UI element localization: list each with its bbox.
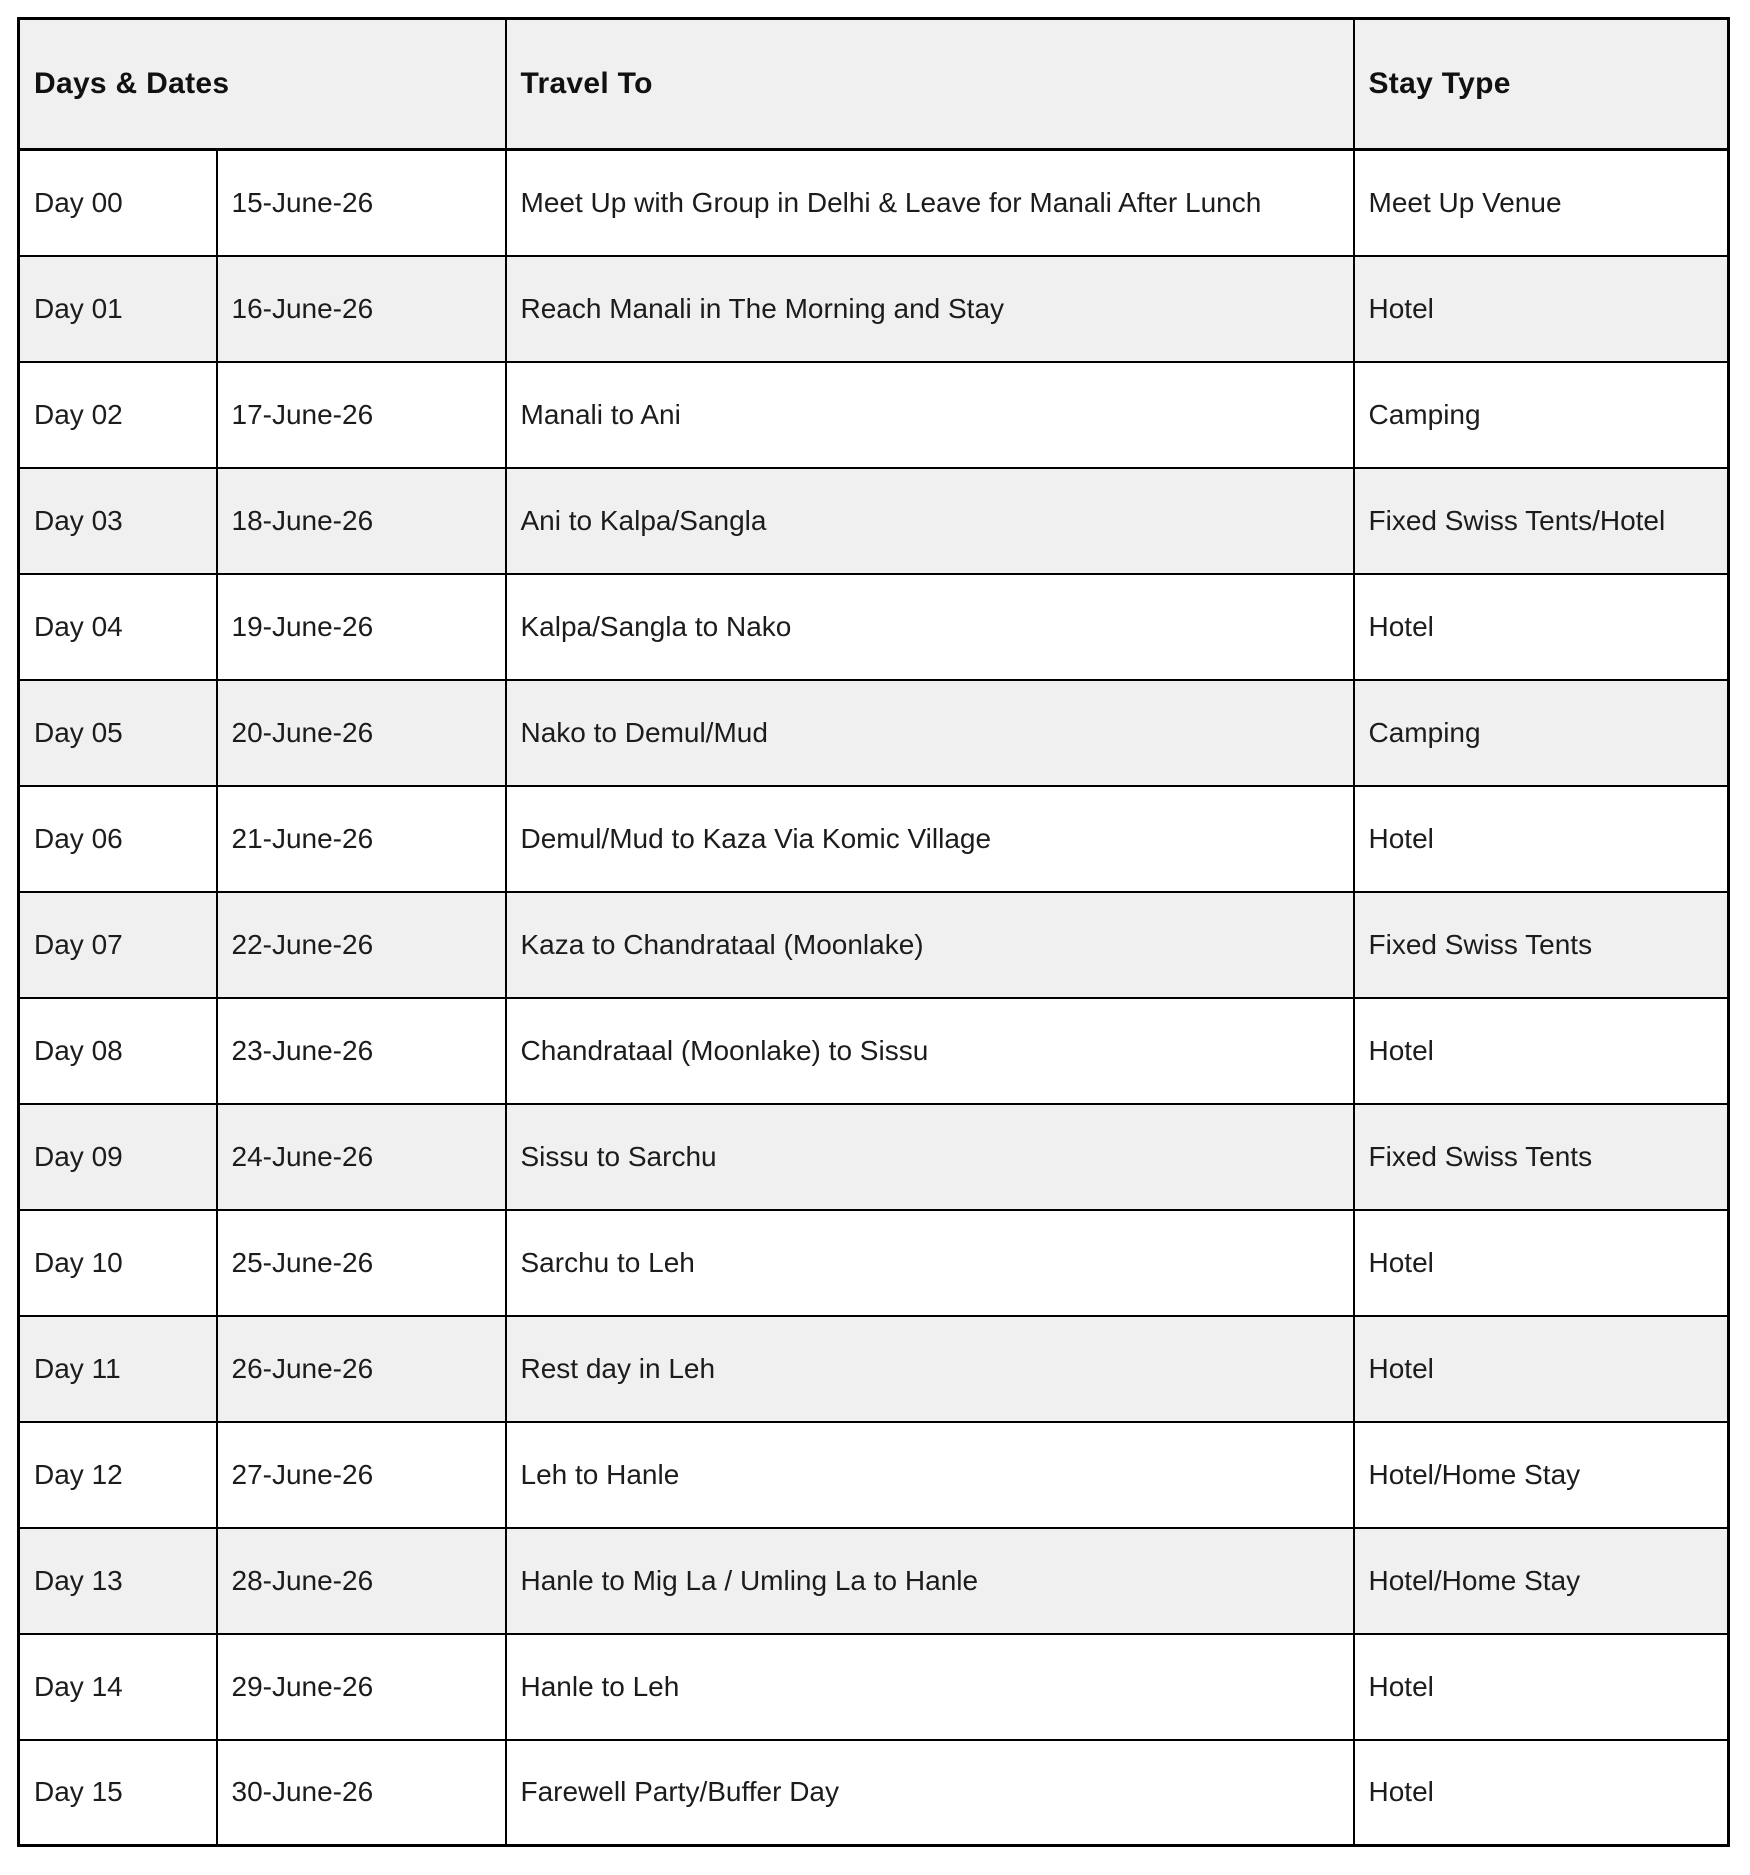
- stay-cell: Fixed Swiss Tents/Hotel: [1354, 468, 1729, 574]
- stay-cell: Hotel: [1354, 1740, 1729, 1846]
- table-row: [19, 680, 1729, 786]
- day-cell: Day 00: [19, 150, 217, 256]
- stay-cell: Hotel/Home Stay: [1354, 1422, 1729, 1528]
- day-cell: Day 12: [19, 1422, 217, 1528]
- table-row: [19, 998, 1729, 1104]
- stay-cell: Fixed Swiss Tents: [1354, 1104, 1729, 1210]
- travel-cell: Farewell Party/Buffer Day: [506, 1740, 1354, 1846]
- travel-cell: Rest day in Leh: [506, 1316, 1354, 1422]
- stay-cell: Camping: [1354, 362, 1729, 468]
- date-cell: 23-June-26: [217, 998, 506, 1104]
- table-row: [19, 786, 1729, 892]
- date-cell: 29-June-26: [217, 1634, 506, 1740]
- travel-cell: Kaza to Chandrataal (Moonlake): [506, 892, 1354, 998]
- table-row: [19, 1740, 1729, 1846]
- stay-cell: Hotel: [1354, 1634, 1729, 1740]
- day-cell: Day 14: [19, 1634, 217, 1740]
- day-cell: Day 03: [19, 468, 217, 574]
- travel-cell: Reach Manali in The Morning and Stay: [506, 256, 1354, 362]
- table-row: [19, 256, 1729, 362]
- travel-cell: Sarchu to Leh: [506, 1210, 1354, 1316]
- date-cell: 22-June-26: [217, 892, 506, 998]
- day-cell: Day 04: [19, 574, 217, 680]
- travel-cell: Manali to Ani: [506, 362, 1354, 468]
- day-cell: Day 09: [19, 1104, 217, 1210]
- travel-cell: Demul/Mud to Kaza Via Komic Village: [506, 786, 1354, 892]
- travel-cell: Nako to Demul/Mud: [506, 680, 1354, 786]
- date-cell: 17-June-26: [217, 362, 506, 468]
- day-cell: Day 08: [19, 998, 217, 1104]
- stay-cell: Hotel: [1354, 1316, 1729, 1422]
- day-cell: Day 15: [19, 1740, 217, 1846]
- table-row: [19, 1634, 1729, 1740]
- travel-cell: Chandrataal (Moonlake) to Sissu: [506, 998, 1354, 1104]
- stay-cell: Hotel: [1354, 1210, 1729, 1316]
- travel-cell: Kalpa/Sangla to Nako: [506, 574, 1354, 680]
- day-cell: Day 10: [19, 1210, 217, 1316]
- date-cell: 21-June-26: [217, 786, 506, 892]
- table-row: [19, 892, 1729, 998]
- table-row: [19, 1528, 1729, 1634]
- date-cell: 18-June-26: [217, 468, 506, 574]
- itinerary-table: [17, 17, 1730, 1847]
- table-row: [19, 468, 1729, 574]
- table-row: [19, 1316, 1729, 1422]
- date-cell: 15-June-26: [217, 150, 506, 256]
- date-cell: 24-June-26: [217, 1104, 506, 1210]
- stay-cell: Hotel: [1354, 786, 1729, 892]
- table-row: [19, 362, 1729, 468]
- stay-cell: Hotel: [1354, 574, 1729, 680]
- day-cell: Day 06: [19, 786, 217, 892]
- date-cell: 20-June-26: [217, 680, 506, 786]
- stay-cell: Meet Up Venue: [1354, 150, 1729, 256]
- header-row: [19, 19, 1729, 150]
- day-cell: Day 07: [19, 892, 217, 998]
- day-cell: Day 11: [19, 1316, 217, 1422]
- date-cell: 28-June-26: [217, 1528, 506, 1634]
- travel-cell: Hanle to Leh: [506, 1634, 1354, 1740]
- table-row: [19, 1104, 1729, 1210]
- stay-cell: Hotel: [1354, 998, 1729, 1104]
- day-cell: Day 02: [19, 362, 217, 468]
- table-header: [19, 19, 1729, 150]
- table-row: [19, 150, 1729, 256]
- date-cell: 30-June-26: [217, 1740, 506, 1846]
- table-row: [19, 574, 1729, 680]
- date-cell: 25-June-26: [217, 1210, 506, 1316]
- day-cell: Day 01: [19, 256, 217, 362]
- stay-cell: Hotel/Home Stay: [1354, 1528, 1729, 1634]
- table-body: [19, 150, 1729, 1846]
- date-cell: 27-June-26: [217, 1422, 506, 1528]
- travel-cell: Meet Up with Group in Delhi & Leave for Manali After Lunch: [506, 150, 1354, 256]
- travel-cell: Leh to Hanle: [506, 1422, 1354, 1528]
- day-cell: Day 05: [19, 680, 217, 786]
- date-cell: 26-June-26: [217, 1316, 506, 1422]
- travel-cell: Ani to Kalpa/Sangla: [506, 468, 1354, 574]
- table-row: [19, 1422, 1729, 1528]
- table-row: [19, 1210, 1729, 1316]
- day-cell: Day 13: [19, 1528, 217, 1634]
- date-cell: 16-June-26: [217, 256, 506, 362]
- header-stay-type: Stay Type: [1354, 19, 1729, 150]
- header-travel-to: Travel To: [506, 19, 1354, 150]
- travel-cell: Sissu to Sarchu: [506, 1104, 1354, 1210]
- stay-cell: Fixed Swiss Tents: [1354, 892, 1729, 998]
- date-cell: 19-June-26: [217, 574, 506, 680]
- stay-cell: Camping: [1354, 680, 1729, 786]
- stay-cell: Hotel: [1354, 256, 1729, 362]
- header-days-dates: Days & Dates: [19, 19, 506, 150]
- travel-cell: Hanle to Mig La / Umling La to Hanle: [506, 1528, 1354, 1634]
